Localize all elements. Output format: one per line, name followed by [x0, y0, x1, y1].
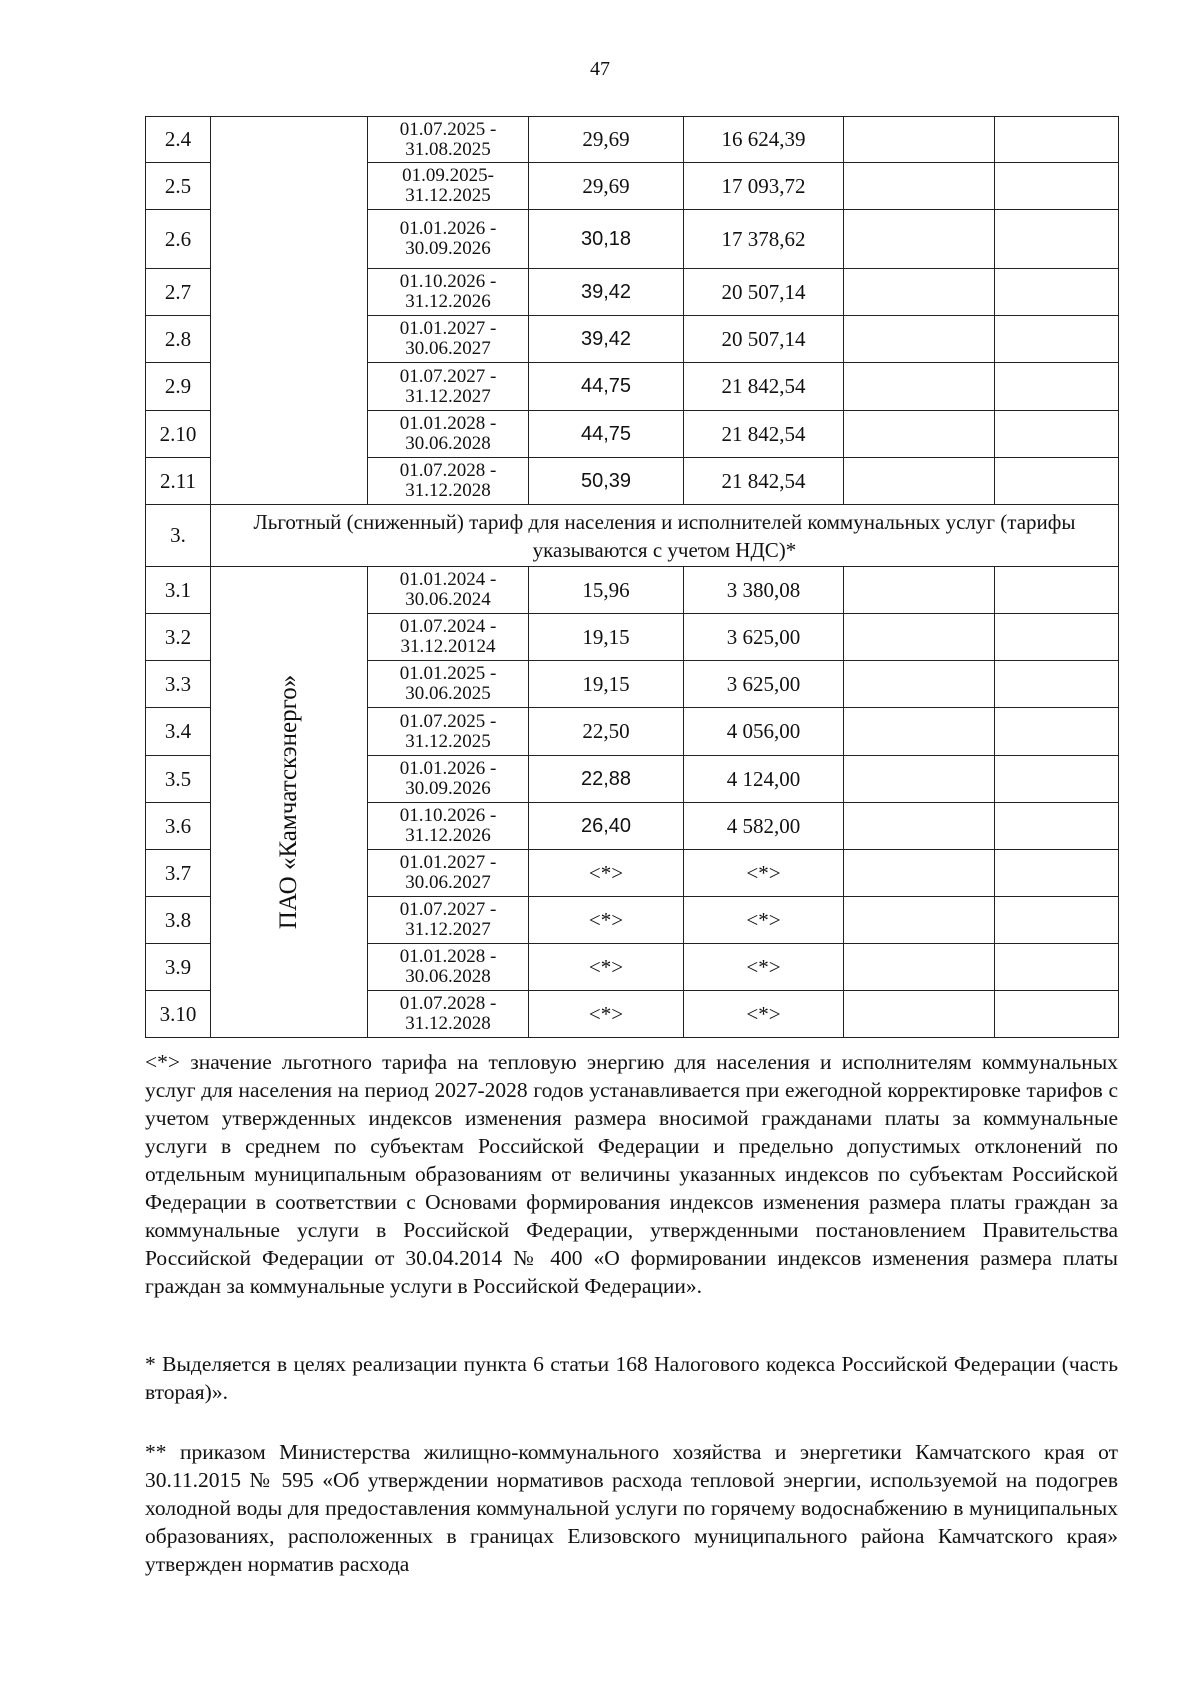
period-cell [368, 269, 529, 316]
tariff-value-2: <*> [684, 850, 844, 897]
empty-cell [995, 210, 1119, 269]
period-start: 01.07.2025 - [399, 710, 497, 732]
section-number: 3. [146, 505, 211, 567]
period-cell [368, 991, 529, 1038]
row-number: 2.7 [146, 269, 211, 316]
period-end: 30.06.2027 [405, 338, 491, 359]
empty-cell [995, 163, 1119, 210]
period-start: 01.07.2027 - [399, 365, 497, 387]
tariff-value-2: 3 380,08 [684, 567, 844, 614]
tariff-value: <*> [529, 897, 684, 944]
tariff-value: 19,15 [529, 661, 684, 708]
period-start: 01.01.2026 - [399, 218, 497, 239]
tariff-value-2: 21 842,54 [684, 411, 844, 458]
empty-cell [844, 117, 995, 163]
empty-cell [995, 411, 1119, 458]
tariff-value-2: <*> [684, 944, 844, 991]
row-number: 3.10 [146, 991, 211, 1038]
period-cell [368, 210, 529, 269]
empty-cell [844, 661, 995, 708]
period-end: 30.06.2027 [405, 872, 491, 893]
empty-cell [995, 850, 1119, 897]
row-number: 2.4 [146, 117, 211, 163]
tariff-value: 22,50 [529, 708, 684, 756]
tariff-value: 30,18 [529, 210, 684, 269]
empty-cell [844, 210, 995, 269]
empty-cell [995, 897, 1119, 944]
tariff-value-2: <*> [684, 991, 844, 1038]
period-start: 01.07.2025 - [399, 118, 497, 140]
period-cell [368, 567, 529, 614]
row-number: 3.2 [146, 614, 211, 661]
empty-cell [844, 363, 995, 411]
footnote-vat-note: * Выделяется в целях реализации пункта 6 статьи 168 Налогового кодекса Российской Федерации (часть вторая)». [145, 1352, 1118, 1404]
period-end: 31.12.2026 [405, 291, 491, 312]
empty-cell [844, 614, 995, 661]
tariff-value: 39,42 [529, 269, 684, 316]
tariff-value-2: 20 507,14 [684, 269, 844, 316]
tariff-value-2: 4 124,00 [684, 756, 844, 803]
empty-cell [844, 163, 995, 210]
tariff-value: 15,96 [529, 567, 684, 614]
empty-cell [995, 316, 1119, 363]
empty-cell [844, 411, 995, 458]
empty-cell [844, 316, 995, 363]
empty-cell [995, 458, 1119, 505]
period-cell [368, 458, 529, 505]
period-start: 01.01.2027 - [399, 318, 497, 339]
period-cell [368, 661, 529, 708]
period-start: 01.01.2024 - [399, 569, 497, 590]
row-number: 2.8 [146, 316, 211, 363]
period-start: 01.07.2027 - [399, 899, 497, 920]
empty-cell [995, 756, 1119, 803]
period-end: 31.12.2025 [405, 185, 491, 206]
period-start: 01.10.2026 - [399, 805, 497, 826]
tariff-value-2: 4 582,00 [684, 803, 844, 850]
footnote-order-note: ** приказом Министерства жилищно-коммунального хозяйства и энергетики Камчатского края от 30.11.2015 № 595 «Об утверждении нормативов расхода тепловой энергии, используемой на подогрев холодной воды для предоставления коммунальной услуги по горячему водоснабжению в муниципальных образованиях, расположенных в границах Елизовского муниципального района Камчатского края» утвержден норматив расхода [145, 1440, 1118, 1576]
period-cell [368, 756, 529, 803]
period-end: 31.12.2028 [405, 1013, 491, 1034]
page-number: 47 [590, 58, 610, 80]
tariff-value-2: 17 378,62 [684, 210, 844, 269]
period-cell [368, 117, 529, 163]
tariff-value-2: 3 625,00 [684, 614, 844, 661]
period-cell [368, 803, 529, 850]
period-cell [368, 614, 529, 661]
empty-cell [995, 708, 1119, 756]
period-start: 01.01.2026 - [399, 758, 497, 779]
table-row [146, 567, 1119, 614]
empty-cell [844, 944, 995, 991]
empty-cell [844, 756, 995, 803]
tariff-value: <*> [529, 991, 684, 1038]
period-end: 30.06.2028 [405, 966, 491, 987]
tariff-value: 22,88 [529, 756, 684, 803]
organization-label: ПАО «Камчатскэнерго» [275, 674, 302, 930]
period-end: 31.12.20124 [400, 636, 496, 657]
row-number: 2.11 [146, 458, 211, 505]
row-number: 3.9 [146, 944, 211, 991]
row-number: 3.4 [146, 708, 211, 756]
period-end: 30.06.2024 [405, 589, 491, 610]
tariff-value: 39,42 [529, 316, 684, 363]
period-start: 01.07.2028 - [399, 993, 497, 1014]
row-number: 3.7 [146, 850, 211, 897]
period-end: 30.09.2026 [405, 778, 491, 799]
empty-cell [844, 897, 995, 944]
tariff-value: 29,69 [529, 163, 684, 210]
empty-cell [995, 269, 1119, 316]
row-number: 2.6 [146, 210, 211, 269]
empty-cell [844, 803, 995, 850]
tariff-value-2: 3 625,00 [684, 661, 844, 708]
tariff-value-2: 20 507,14 [684, 316, 844, 363]
row-number: 2.9 [146, 363, 211, 411]
tariff-value: 50,39 [529, 458, 684, 505]
period-start: 01.01.2027 - [399, 852, 497, 873]
period-cell [368, 363, 529, 411]
period-cell [368, 163, 529, 210]
period-end: 31.12.2027 [405, 385, 491, 407]
period-end: 31.12.2025 [405, 730, 491, 752]
tariff-value: 44,75 [529, 411, 684, 458]
empty-cell [995, 661, 1119, 708]
period-start: 01.10.2026 - [399, 271, 497, 292]
tariff-value-2: 21 842,54 [684, 458, 844, 505]
empty-cell [995, 803, 1119, 850]
period-cell [368, 411, 529, 458]
empty-cell [844, 567, 995, 614]
empty-cell [844, 708, 995, 756]
period-start: 01.07.2024 - [399, 616, 497, 637]
period-start: 01.01.2025 - [399, 663, 497, 684]
tariff-value: 29,69 [529, 117, 684, 163]
empty-cell [844, 991, 995, 1038]
section-row [146, 505, 1119, 567]
empty-cell [995, 567, 1119, 614]
row-number: 3.8 [146, 897, 211, 944]
organization-cell-part2 [211, 117, 368, 505]
empty-cell [995, 614, 1119, 661]
row-number: 2.5 [146, 163, 211, 210]
period-end: 30.06.2028 [405, 433, 491, 454]
footnote-star-note: <*> значение льготного тарифа на тепловую энергию для населения и исполнителям коммунальных услуг для населения на период 2027-2028 годов устанавливается при ежегодной корректировке тарифов с учетом утвержденных индексов изменения размера вносимой гражданами платы за коммунальные услуги в среднем по субъектам Российской Федерации и предельно допустимых отклонений по отдельным муниципальным образованиям от величины указанных индексов по субъектам Российской Федерации в соответствии с Основами формирования индексов изменения размера платы граждан за коммунальные услуги в Российской Федерации, утвержденными постановлением Правительства Российской Федерации от 30.04.2014 № 400 «О формировании индексов изменения размера платы граждан за коммунальные услуги в Российской Федерации». [145, 1050, 1118, 1298]
period-cell [368, 850, 529, 897]
period-cell [368, 897, 529, 944]
tariff-value-2: 4 056,00 [684, 708, 844, 756]
tariff-value-2: 16 624,39 [684, 117, 844, 163]
tariff-value: 26,40 [529, 803, 684, 850]
period-end: 31.12.2026 [405, 825, 491, 846]
empty-cell [844, 269, 995, 316]
empty-cell [844, 458, 995, 505]
empty-cell [844, 850, 995, 897]
period-start: 01.01.2028 - [399, 946, 497, 967]
section-title: Льготный (сниженный) тариф для населения и исполнителей коммунальных услуг (тарифы указываются с учетом НДС)* [211, 505, 1119, 567]
empty-cell [995, 117, 1119, 163]
period-end: 31.12.2027 [405, 919, 491, 940]
tariff-value-2: <*> [684, 897, 844, 944]
tariff-value-2: 17 093,72 [684, 163, 844, 210]
row-number: 2.10 [146, 411, 211, 458]
empty-cell [995, 363, 1119, 411]
empty-cell [995, 944, 1119, 991]
period-cell [368, 708, 529, 756]
tariff-value: <*> [529, 850, 684, 897]
table-row [146, 117, 1119, 163]
tariff-value: 44,75 [529, 363, 684, 411]
period-end: 31.08.2025 [405, 138, 491, 160]
tariff-value: <*> [529, 944, 684, 991]
period-cell [368, 944, 529, 991]
row-number: 3.5 [146, 756, 211, 803]
tariff-table [145, 116, 1119, 1038]
row-number: 3.3 [146, 661, 211, 708]
period-start: 01.09.2025- [402, 165, 494, 186]
period-end: 30.09.2026 [405, 238, 491, 259]
period-cell [368, 316, 529, 363]
row-number: 3.6 [146, 803, 211, 850]
empty-cell [995, 991, 1119, 1038]
organization-cell [211, 567, 368, 1038]
tariff-value-2: 21 842,54 [684, 363, 844, 411]
tariff-value: 19,15 [529, 614, 684, 661]
period-end: 31.12.2028 [405, 480, 491, 501]
period-end: 30.06.2025 [405, 683, 491, 704]
period-start: 01.01.2028 - [399, 413, 497, 434]
row-number: 3.1 [146, 567, 211, 614]
period-start: 01.07.2028 - [399, 460, 497, 481]
